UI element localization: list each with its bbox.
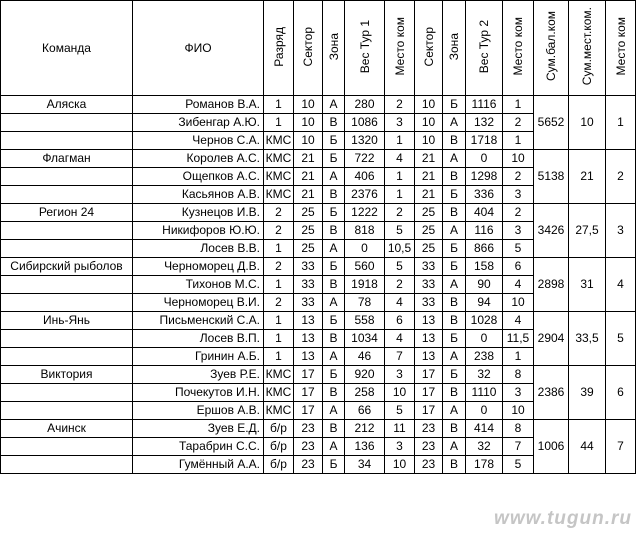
zone1-cell: А — [323, 294, 345, 312]
table-row — [1, 204, 636, 222]
place2-cell: 8 — [503, 420, 534, 438]
place1-cell: 2 — [385, 276, 415, 294]
weight2-cell: 1116 — [466, 96, 503, 114]
header-row — [1, 1, 636, 96]
sum-points-cell: 2898 — [534, 258, 569, 312]
weight2-cell: 866 — [466, 240, 503, 258]
place1-cell: 4 — [385, 150, 415, 168]
rank-cell: 1 — [264, 96, 294, 114]
place1-cell: 1 — [385, 132, 415, 150]
zone2-cell: В — [443, 420, 466, 438]
sum-places-cell: 27,5 — [569, 204, 606, 258]
team-name: Ачинск — [1, 420, 133, 438]
team-name: Сибирский рыболов — [1, 258, 133, 276]
athlete-name: Черноморец Д.В. — [133, 258, 264, 276]
weight2-cell: 0 — [466, 150, 503, 168]
header-sector2: Сектор — [421, 26, 436, 67]
weight2-cell: 32 — [466, 438, 503, 456]
rank-cell: КМС — [264, 384, 294, 402]
rank-cell: 2 — [264, 294, 294, 312]
athlete-name: Никифоров Ю.Ю. — [133, 222, 264, 240]
athlete-name: Чернов С.А. — [133, 132, 264, 150]
header-weight1: Вес Тур 1 — [357, 19, 372, 74]
zone2-cell: А — [443, 150, 466, 168]
header-weight1-cell — [345, 1, 385, 96]
place2-cell: 5 — [503, 240, 534, 258]
rank-cell: б/р — [264, 420, 294, 438]
zone2-cell: В — [443, 168, 466, 186]
header-fio: ФИО — [133, 1, 264, 96]
table-row — [1, 312, 636, 330]
sector1-cell: 21 — [294, 168, 323, 186]
athlete-name: Касьянов А.В. — [133, 186, 264, 204]
weight2-cell: 0 — [466, 402, 503, 420]
sum-points-cell: 1006 — [534, 420, 569, 474]
zone2-cell: Б — [443, 330, 466, 348]
team-name-spacer — [1, 438, 133, 456]
team-name-spacer — [1, 384, 133, 402]
weight1-cell: 722 — [345, 150, 385, 168]
header-sum-places: Сум.мест.ком. — [580, 7, 594, 86]
zone1-cell: Б — [323, 258, 345, 276]
place1-cell: 5 — [385, 402, 415, 420]
place1-cell: 4 — [385, 294, 415, 312]
sector1-cell: 23 — [294, 420, 323, 438]
zone2-cell: А — [443, 348, 466, 366]
weight2-cell: 158 — [466, 258, 503, 276]
athlete-name: Черноморец В.И. — [133, 294, 264, 312]
zone2-cell: Б — [443, 186, 466, 204]
weight1-cell: 558 — [345, 312, 385, 330]
place2-cell: 1 — [503, 348, 534, 366]
header-rank-cell — [264, 1, 294, 96]
place1-cell: 2 — [385, 204, 415, 222]
athlete-name: Ощепков А.С. — [133, 168, 264, 186]
team-name: Регион 24 — [1, 204, 133, 222]
header-team-place: Место ком — [613, 17, 628, 76]
athlete-name: Письменский С.А. — [133, 312, 264, 330]
weight1-cell: 818 — [345, 222, 385, 240]
zone2-cell: Б — [443, 258, 466, 276]
header-sector2-cell — [415, 1, 443, 96]
athlete-name: Тихонов М.С. — [133, 276, 264, 294]
header-sum-places-cell — [569, 1, 606, 96]
sector2-cell: 25 — [415, 240, 443, 258]
place1-cell: 3 — [385, 438, 415, 456]
sum-places-cell: 10 — [569, 96, 606, 150]
zone2-cell: В — [443, 204, 466, 222]
athlete-name: Гумённый А.А. — [133, 456, 264, 474]
team-place-cell: 6 — [606, 366, 636, 420]
team-name-spacer — [1, 240, 133, 258]
zone1-cell: А — [323, 96, 345, 114]
sector2-cell: 21 — [415, 150, 443, 168]
weight2-cell: 238 — [466, 348, 503, 366]
place1-cell: 10 — [385, 384, 415, 402]
sector1-cell: 25 — [294, 204, 323, 222]
zone1-cell: В — [323, 420, 345, 438]
sum-places-cell: 39 — [569, 366, 606, 420]
sector1-cell: 25 — [294, 222, 323, 240]
header-place2: Место ком — [511, 17, 525, 76]
rank-cell: КМС — [264, 168, 294, 186]
athlete-name: Зуев Е.Д. — [133, 420, 264, 438]
header-weight2-cell — [466, 1, 503, 96]
sum-points-cell: 2904 — [534, 312, 569, 366]
header-zone2: Зона — [447, 32, 461, 61]
header-sector1-cell — [294, 1, 323, 96]
place1-cell: 10 — [385, 456, 415, 474]
weight2-cell: 1110 — [466, 384, 503, 402]
place1-cell: 10,5 — [385, 240, 415, 258]
zone2-cell: Б — [443, 366, 466, 384]
weight2-cell: 132 — [466, 114, 503, 132]
weight1-cell: 46 — [345, 348, 385, 366]
team-name-spacer — [1, 330, 133, 348]
rank-cell: 1 — [264, 276, 294, 294]
team-name-spacer — [1, 456, 133, 474]
place1-cell: 3 — [385, 114, 415, 132]
place2-cell: 2 — [503, 114, 534, 132]
zone2-cell: В — [443, 312, 466, 330]
weight1-cell: 920 — [345, 366, 385, 384]
weight2-cell: 94 — [466, 294, 503, 312]
sum-places-cell: 31 — [569, 258, 606, 312]
rank-cell: КМС — [264, 132, 294, 150]
rank-cell: КМС — [264, 366, 294, 384]
team-name-spacer — [1, 276, 133, 294]
team-place-cell: 1 — [606, 96, 636, 150]
place1-cell: 7 — [385, 348, 415, 366]
table-row — [1, 366, 636, 384]
header-zone1-cell — [323, 1, 345, 96]
zone1-cell: В — [323, 186, 345, 204]
header-sector1: Сектор — [301, 26, 315, 67]
rank-cell: 1 — [264, 330, 294, 348]
rank-cell: 2 — [264, 204, 294, 222]
sum-places-cell: 33,5 — [569, 312, 606, 366]
place1-cell: 11 — [385, 420, 415, 438]
zone1-cell: А — [323, 348, 345, 366]
place2-cell: 10 — [503, 150, 534, 168]
weight2-cell: 0 — [466, 330, 503, 348]
place2-cell: 5 — [503, 456, 534, 474]
sector2-cell: 23 — [415, 456, 443, 474]
team-name-spacer — [1, 402, 133, 420]
zone2-cell: В — [443, 384, 466, 402]
header-place1-cell — [385, 1, 415, 96]
place1-cell: 6 — [385, 312, 415, 330]
zone2-cell: А — [443, 438, 466, 456]
team-name-spacer — [1, 114, 133, 132]
team-name-spacer — [1, 222, 133, 240]
team-name-spacer — [1, 294, 133, 312]
sector1-cell: 13 — [294, 330, 323, 348]
weight1-cell: 280 — [345, 96, 385, 114]
header-zone1: Зона — [326, 32, 341, 61]
sector2-cell: 13 — [415, 330, 443, 348]
weight2-cell: 90 — [466, 276, 503, 294]
sector1-cell: 25 — [294, 240, 323, 258]
zone2-cell: А — [443, 402, 466, 420]
weight2-cell: 178 — [466, 456, 503, 474]
zone1-cell: А — [323, 438, 345, 456]
team-place-cell: 7 — [606, 420, 636, 474]
sector2-cell: 25 — [415, 204, 443, 222]
sector1-cell: 17 — [294, 384, 323, 402]
team-name: Виктория — [1, 366, 133, 384]
sector1-cell: 33 — [294, 258, 323, 276]
header-weight2: Вес Тур 2 — [477, 19, 491, 74]
sector2-cell: 13 — [415, 348, 443, 366]
sector1-cell: 13 — [294, 312, 323, 330]
zone1-cell: А — [323, 168, 345, 186]
header-team-place-cell — [606, 1, 636, 96]
weight2-cell: 116 — [466, 222, 503, 240]
sum-points-cell: 2386 — [534, 366, 569, 420]
header-sum-points-cell — [534, 1, 569, 96]
rank-cell: 1 — [264, 240, 294, 258]
place2-cell: 4 — [503, 276, 534, 294]
rank-cell: 1 — [264, 312, 294, 330]
place2-cell: 3 — [503, 186, 534, 204]
sector1-cell: 13 — [294, 348, 323, 366]
team-place-cell: 3 — [606, 204, 636, 258]
zone2-cell: Б — [443, 240, 466, 258]
watermark: www.tugun.ru — [494, 508, 632, 529]
rank-cell: 2 — [264, 258, 294, 276]
place1-cell: 2 — [385, 96, 415, 114]
sector1-cell: 21 — [294, 186, 323, 204]
place1-cell: 1 — [385, 186, 415, 204]
team-name: Аляска — [1, 96, 133, 114]
sector1-cell: 17 — [294, 402, 323, 420]
weight2-cell: 1028 — [466, 312, 503, 330]
place1-cell: 3 — [385, 366, 415, 384]
weight1-cell: 136 — [345, 438, 385, 456]
sector2-cell: 10 — [415, 114, 443, 132]
rank-cell: 2 — [264, 222, 294, 240]
team-name: Инь-Янь — [1, 312, 133, 330]
sector2-cell: 17 — [415, 402, 443, 420]
weight1-cell: 66 — [345, 402, 385, 420]
rank-cell: КМС — [264, 402, 294, 420]
weight1-cell: 560 — [345, 258, 385, 276]
sector1-cell: 33 — [294, 276, 323, 294]
sector2-cell: 17 — [415, 366, 443, 384]
athlete-name: Лосев В.В. — [133, 240, 264, 258]
weight1-cell: 212 — [345, 420, 385, 438]
place2-cell: 4 — [503, 312, 534, 330]
zone2-cell: В — [443, 132, 466, 150]
sector2-cell: 17 — [415, 384, 443, 402]
place2-cell: 7 — [503, 438, 534, 456]
weight2-cell: 1298 — [466, 168, 503, 186]
weight1-cell: 406 — [345, 168, 385, 186]
place2-cell: 11,5 — [503, 330, 534, 348]
place1-cell: 4 — [385, 330, 415, 348]
zone1-cell: А — [323, 402, 345, 420]
table-row — [1, 150, 636, 168]
athlete-name: Ершов А.В. — [133, 402, 264, 420]
sector1-cell: 33 — [294, 294, 323, 312]
weight2-cell: 414 — [466, 420, 503, 438]
header-team: Команда — [1, 1, 133, 96]
zone1-cell: В — [323, 384, 345, 402]
table-row — [1, 96, 636, 114]
team-name-spacer — [1, 132, 133, 150]
place2-cell: 3 — [503, 384, 534, 402]
athlete-name: Кузнецов И.В. — [133, 204, 264, 222]
team-name-spacer — [1, 348, 133, 366]
sector1-cell: 23 — [294, 438, 323, 456]
place2-cell: 6 — [503, 258, 534, 276]
zone1-cell: В — [323, 330, 345, 348]
place1-cell: 5 — [385, 258, 415, 276]
sector2-cell: 21 — [415, 186, 443, 204]
header-zone2-cell — [443, 1, 466, 96]
sector1-cell: 21 — [294, 150, 323, 168]
athlete-name: Лосев В.П. — [133, 330, 264, 348]
zone2-cell: В — [443, 294, 466, 312]
sum-places-cell: 21 — [569, 150, 606, 204]
athlete-name: Гринин А.Б. — [133, 348, 264, 366]
sector2-cell: 10 — [415, 132, 443, 150]
athlete-name: Зуев Р.Е. — [133, 366, 264, 384]
rank-cell: б/р — [264, 456, 294, 474]
header-place2-cell — [503, 1, 534, 96]
weight1-cell: 258 — [345, 384, 385, 402]
sector1-cell: 10 — [294, 96, 323, 114]
sector1-cell: 10 — [294, 114, 323, 132]
sector2-cell: 23 — [415, 420, 443, 438]
rank-cell: 1 — [264, 348, 294, 366]
team-place-cell: 2 — [606, 150, 636, 204]
weight1-cell: 78 — [345, 294, 385, 312]
place2-cell: 10 — [503, 402, 534, 420]
weight1-cell: 1320 — [345, 132, 385, 150]
sum-places-cell: 44 — [569, 420, 606, 474]
zone1-cell: В — [323, 114, 345, 132]
sector2-cell: 33 — [415, 258, 443, 276]
weight2-cell: 336 — [466, 186, 503, 204]
table-row — [1, 258, 636, 276]
team-name-spacer — [1, 186, 133, 204]
zone1-cell: Б — [323, 312, 345, 330]
team-place-cell: 4 — [606, 258, 636, 312]
weight1-cell: 0 — [345, 240, 385, 258]
sector2-cell: 25 — [415, 222, 443, 240]
sector2-cell: 33 — [415, 294, 443, 312]
athlete-name: Зибенгар А.Ю. — [133, 114, 264, 132]
header-sum-points: Сум.бал.ком — [544, 11, 558, 82]
sector2-cell: 13 — [415, 312, 443, 330]
header-rank: Разряд — [271, 26, 286, 67]
team-name: Флагман — [1, 150, 133, 168]
place1-cell: 5 — [385, 222, 415, 240]
place2-cell: 1 — [503, 96, 534, 114]
rank-cell: 1 — [264, 114, 294, 132]
zone2-cell: В — [443, 456, 466, 474]
weight1-cell: 1222 — [345, 204, 385, 222]
rank-cell: КМС — [264, 150, 294, 168]
weight1-cell: 1918 — [345, 276, 385, 294]
weight2-cell: 1718 — [466, 132, 503, 150]
place2-cell: 3 — [503, 222, 534, 240]
weight1-cell: 1086 — [345, 114, 385, 132]
weight2-cell: 404 — [466, 204, 503, 222]
team-name-spacer — [1, 168, 133, 186]
results-body — [1, 96, 636, 474]
zone2-cell: А — [443, 114, 466, 132]
sector2-cell: 33 — [415, 276, 443, 294]
sector1-cell: 17 — [294, 366, 323, 384]
weight1-cell: 2376 — [345, 186, 385, 204]
rank-cell: б/р — [264, 438, 294, 456]
sector2-cell: 21 — [415, 168, 443, 186]
sector1-cell: 23 — [294, 456, 323, 474]
weight2-cell: 32 — [466, 366, 503, 384]
header-place1: Место ком — [392, 17, 407, 76]
zone1-cell: Б — [323, 366, 345, 384]
sum-points-cell: 5652 — [534, 96, 569, 150]
weight1-cell: 1034 — [345, 330, 385, 348]
zone2-cell: А — [443, 222, 466, 240]
athlete-name: Королев А.С. — [133, 150, 264, 168]
athlete-name: Тарабрин С.С. — [133, 438, 264, 456]
place2-cell: 10 — [503, 294, 534, 312]
sector2-cell: 10 — [415, 96, 443, 114]
place2-cell: 1 — [503, 132, 534, 150]
weight1-cell: 34 — [345, 456, 385, 474]
athlete-name: Романов В.А. — [133, 96, 264, 114]
zone1-cell: Б — [323, 132, 345, 150]
place2-cell: 2 — [503, 168, 534, 186]
rank-cell: КМС — [264, 186, 294, 204]
sum-points-cell: 5138 — [534, 150, 569, 204]
zone1-cell: Б — [323, 204, 345, 222]
place2-cell: 8 — [503, 366, 534, 384]
zone2-cell: Б — [443, 96, 466, 114]
zone1-cell: Б — [323, 456, 345, 474]
zone1-cell: А — [323, 240, 345, 258]
place1-cell: 1 — [385, 168, 415, 186]
zone1-cell: В — [323, 276, 345, 294]
team-place-cell: 5 — [606, 312, 636, 366]
sector1-cell: 10 — [294, 132, 323, 150]
zone2-cell: А — [443, 276, 466, 294]
table-row — [1, 420, 636, 438]
athlete-name: Почекутов И.Н. — [133, 384, 264, 402]
sector2-cell: 23 — [415, 438, 443, 456]
place2-cell: 2 — [503, 204, 534, 222]
zone1-cell: Б — [323, 150, 345, 168]
sum-points-cell: 3426 — [534, 204, 569, 258]
zone1-cell: В — [323, 222, 345, 240]
